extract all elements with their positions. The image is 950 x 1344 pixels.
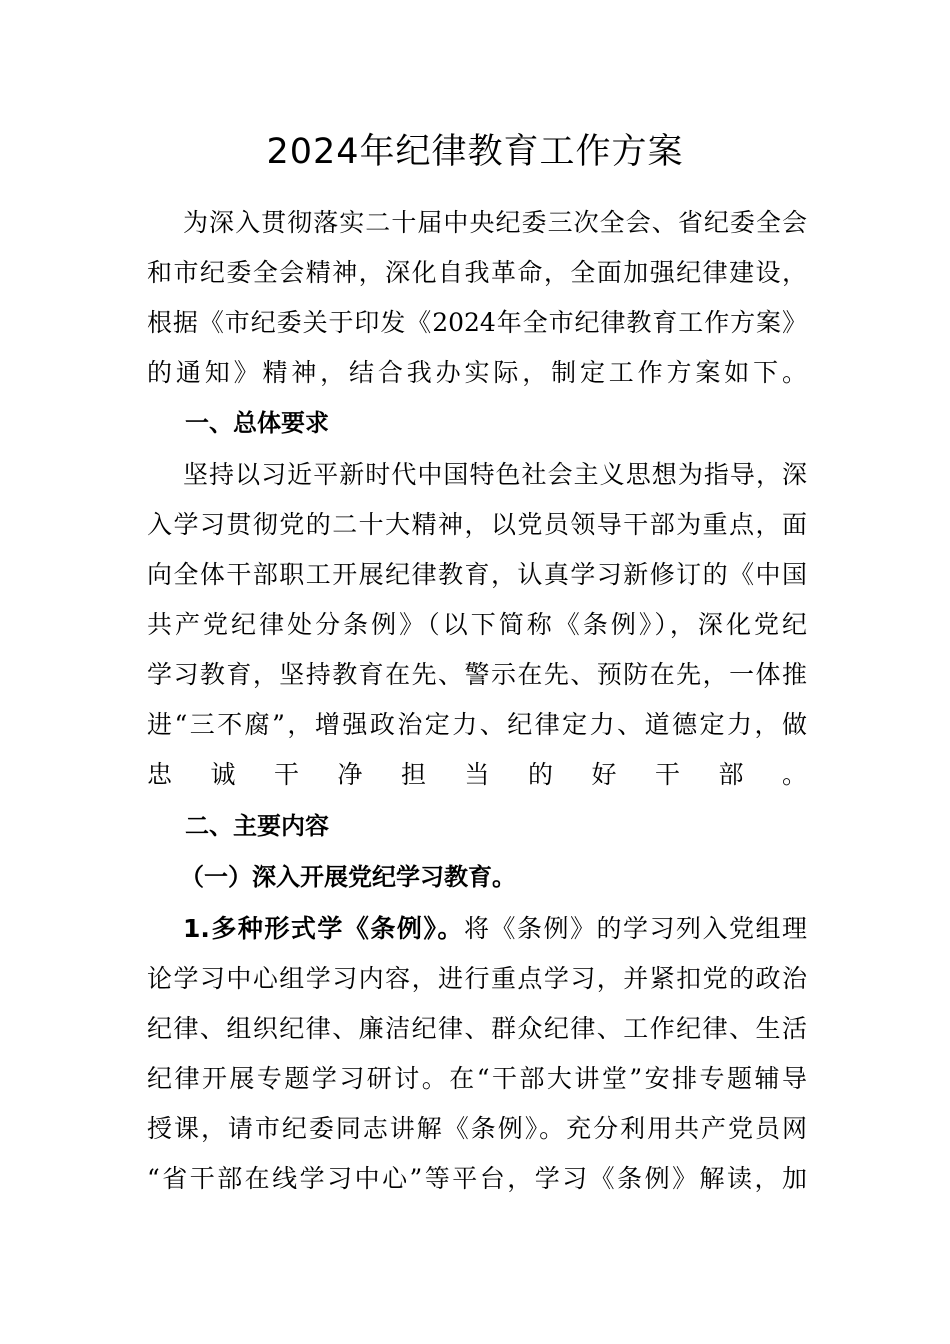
document-title: 2024年纪律教育工作方案 xyxy=(266,132,684,172)
section-heading-1: 一、总体要求 xyxy=(185,409,329,437)
item1-line: 论学习中心组学习内容，进行重点学习，并紧扣党的政治 xyxy=(147,964,807,993)
item1-first-line xyxy=(147,904,807,954)
intro-line: 的通知》精神，结合我办实际，制定工作方案如下。 xyxy=(147,358,807,387)
intro-line: 和市纪委全会精神，深化自我革命，全面加强纪律建设， xyxy=(147,258,807,287)
section-heading-2: 二、主要内容 xyxy=(185,812,329,840)
section1-line: 坚持以习近平新时代中国特色社会主义思想为指导，深 xyxy=(183,460,807,489)
item1-paragraph xyxy=(147,904,807,1204)
section1-line: 向全体干部职工开展纪律教育，认真学习新修订的《中国 xyxy=(147,560,807,589)
intro-line: 为深入贯彻落实二十届中央纪委三次全会、省纪委全会 xyxy=(183,208,807,237)
item1-line: 授课，请市纪委同志讲解《条例》。充分利用共产党员网 xyxy=(147,1114,807,1143)
item1-line: “省干部在线学习中心”等平台，学习《条例》解读，加 xyxy=(147,1164,807,1193)
section1-line: 忠诚干净担当的好干部。 xyxy=(147,760,807,789)
section1-line: 入学习贯彻党的二十大精神，以党员领导干部为重点，面 xyxy=(147,510,807,539)
item1-line: 纪律、组织纪律、廉洁纪律、群众纪律、工作纪律、生活 xyxy=(147,1014,807,1043)
section1-line: 学习教育，坚持教育在先、警示在先、预防在先，一体推 xyxy=(147,660,807,689)
item1-bold-label: 1.多种形式学《条例》。 xyxy=(183,914,464,943)
item1-first-rest: 将《条例》的学习列入党组理 xyxy=(463,914,807,943)
section1-line: 共产党纪律处分条例》（以下简称《条例》），深化党纪 xyxy=(147,610,807,639)
subsection-heading-1: （一）深入开展党纪学习教育。 xyxy=(180,863,516,891)
intro-paragraph xyxy=(147,198,807,398)
item1-line: 纪律开展专题学习研讨。在“干部大讲堂”安排专题辅导 xyxy=(147,1064,807,1093)
section1-paragraph xyxy=(147,450,807,800)
intro-line: 根据《市纪委关于印发《2024年全市纪律教育工作方案》 xyxy=(147,308,807,337)
section1-line: 进“三不腐”，增强政治定力、纪律定力、道德定力，做 xyxy=(147,710,807,739)
